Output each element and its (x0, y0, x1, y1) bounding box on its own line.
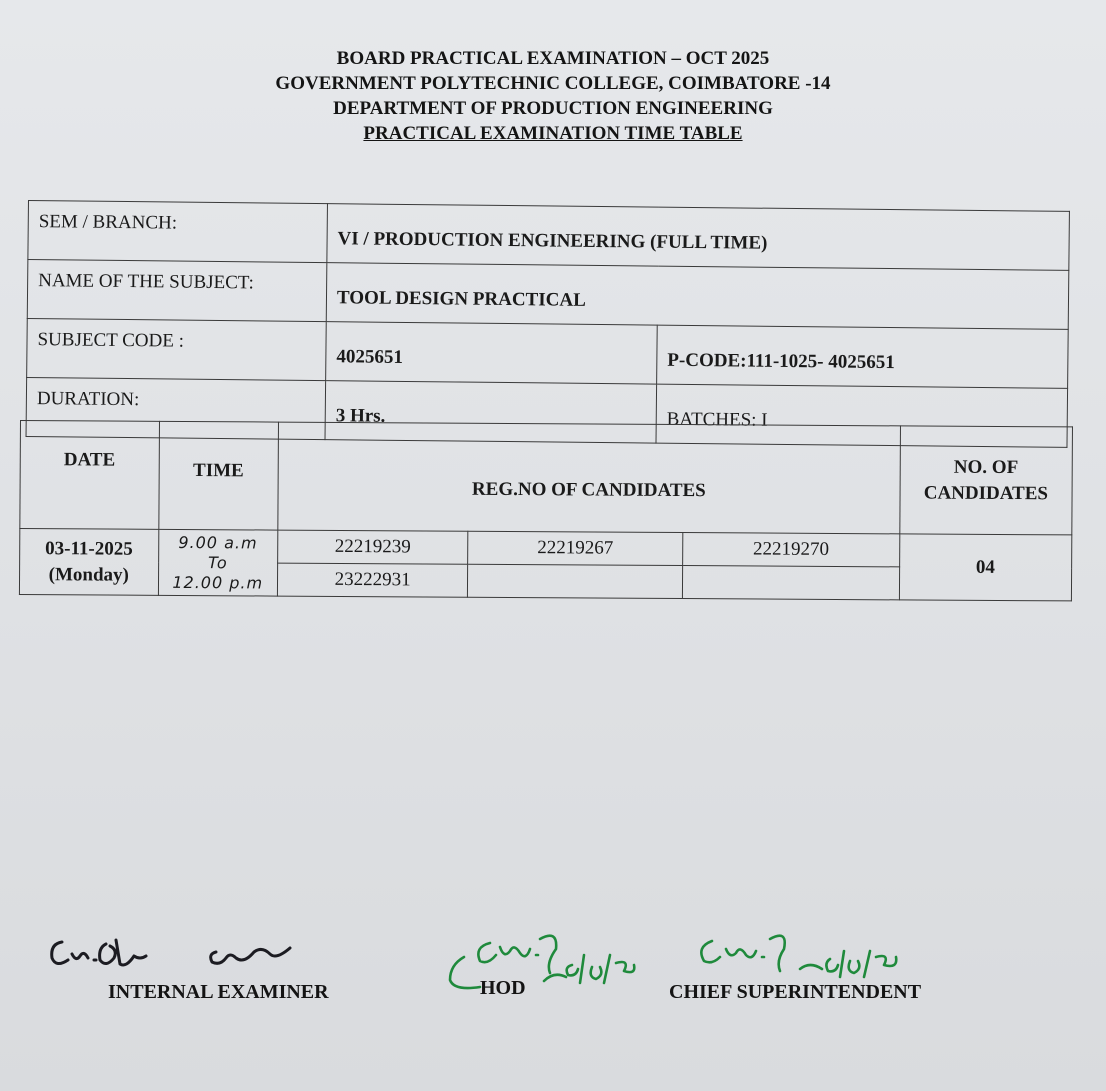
subject-name-value: TOOL DESIGN PRACTICAL (326, 263, 1069, 330)
reg-no-cell-empty (468, 564, 683, 598)
exam-time-to: To (208, 552, 228, 572)
reg-no-header: REG.NO OF CANDIDATES (278, 422, 900, 534)
exam-day: (Monday) (48, 563, 129, 586)
schedule-row-1 (20, 529, 1072, 568)
time-header: TIME (158, 421, 278, 530)
sem-branch-value: VI / PRODUCTION ENGINEERING (FULL TIME) (327, 204, 1070, 271)
date-header: DATE (20, 421, 159, 530)
candidate-count: 04 (899, 534, 1072, 601)
subject-info-table (26, 200, 1070, 448)
reg-no-cell-empty (682, 566, 899, 600)
candidate-count-header: NO. OF CANDIDATES (899, 426, 1072, 535)
info-row-subject (27, 260, 1069, 330)
header-line-college: GOVERNMENT POLYTECHNIC COLLEGE, COIMBATORE -14 (275, 73, 831, 94)
document-header (0, 46, 1106, 146)
p-code-value: P-CODE:111-1025- 4025651 (657, 325, 1069, 388)
internal-examiner-signature (40, 930, 310, 980)
duration-value: 3 Hrs. (325, 381, 657, 443)
info-row-sem (28, 201, 1070, 271)
reg-no-cell: 22219267 (468, 531, 683, 565)
subject-name-label: NAME OF THE SUBJECT: (27, 260, 327, 322)
info-row-code (27, 318, 1069, 388)
header-line-department: DEPARTMENT OF PRODUCTION ENGINEERING (333, 98, 773, 119)
duration-label: DURATION: (26, 377, 326, 439)
header-line-title: PRACTICAL EXAMINATION TIME TABLE (363, 123, 743, 144)
hod-signature (440, 925, 650, 1000)
batches-value: BATCHES: I (656, 384, 1068, 447)
exam-date: 03-11-2025 (45, 537, 133, 560)
hod-label: HOD (480, 977, 526, 999)
chief-superintendent-label: CHIEF SUPERINTENDENT (669, 981, 922, 1003)
internal-examiner-label: INTERNAL EXAMINER (108, 981, 329, 1003)
exam-date-cell (19, 529, 158, 596)
reg-no-cell: 23222931 (277, 563, 467, 597)
reg-no-cell: 22219239 (278, 530, 468, 564)
sem-branch-label: SEM / BRANCH: (28, 201, 328, 263)
reg-no-cell: 22219270 (683, 533, 900, 567)
exam-schedule-table (19, 420, 1073, 601)
schedule-header-row (20, 421, 1073, 535)
exam-time-end: 12.00 p.m (172, 572, 264, 592)
exam-time-cell (158, 529, 278, 596)
subject-code-value: 4025651 (326, 322, 658, 384)
header-line-exam: BOARD PRACTICAL EXAMINATION – OCT 2025 (336, 48, 770, 69)
subject-code-label: SUBJECT CODE : (27, 318, 327, 380)
exam-time-start: 9.00 a.m (178, 532, 258, 552)
